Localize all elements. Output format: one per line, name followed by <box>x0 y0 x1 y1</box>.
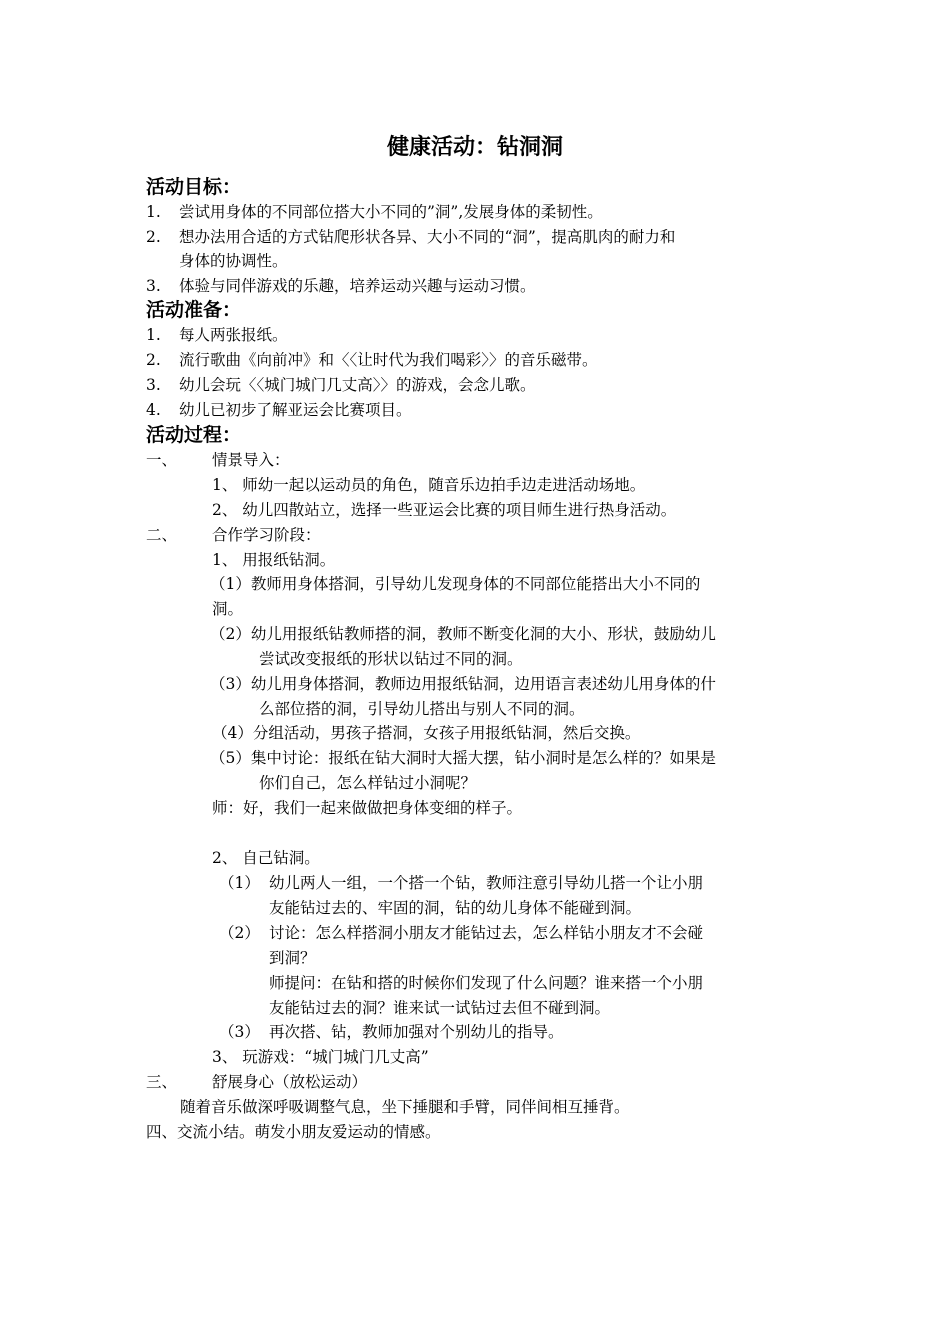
step-text: 讨论：怎么样搭洞小朋友才能钻过去，怎么样钻小朋友才不会碰 <box>269 924 704 942</box>
goal-number: 1. <box>146 203 161 221</box>
item-number: （3） <box>219 1023 260 1041</box>
goal-text: 尝试用身体的不同部位搭大小不同的”洞”,发展身体的柔韧性。 <box>179 203 603 221</box>
step-text: 2、 幼儿四散站立，选择一些亚运会比赛的项目师生进行热身活动。 <box>212 501 677 519</box>
step-text: 到洞？ <box>269 949 316 967</box>
prep-text: 流行歌曲《向前冲》和〈〈让时代为我们喝彩〉〉的音乐磁带。 <box>179 351 598 369</box>
goal-number: 3. <box>146 277 161 295</box>
step-text: 友能钻过去的、牢固的洞，钻的幼儿身体不能碰到洞。 <box>269 899 642 917</box>
step-text: 尝试改变报纸的形状以钻过不同的洞。 <box>259 650 523 668</box>
prep-number: 3. <box>146 376 161 394</box>
prep-number: 2. <box>146 351 161 369</box>
step-text: （2）幼儿用报纸钻教师搭的洞，教师不断变化洞的大小、形状，鼓励幼儿 <box>210 625 716 643</box>
prep-number: 1. <box>146 326 161 344</box>
step-text: （4）分组活动，男孩子搭洞，女孩子用报纸钻洞，然后交换。 <box>212 724 641 742</box>
prep-text: 幼儿会玩〈〈城门城门几丈高〉〉的游戏，会念儿歌。 <box>179 376 536 394</box>
step-text: 随着音乐做深呼吸调整气息，坐下捶腿和手臂，同伴间相互捶背。 <box>180 1098 630 1116</box>
section-number: 一、 <box>146 451 178 469</box>
step-text: 友能钻过去的洞？谁来试一试钻过去但不碰到洞。 <box>269 999 611 1017</box>
goal-text: 体验与同伴游戏的乐趣，培养运动兴趣与运动习惯。 <box>179 277 536 295</box>
prep-heading: 活动准备： <box>146 299 242 321</box>
step-text: 师提问：在钻和搭的时候你们发现了什么问题？谁来搭一个小朋 <box>269 974 704 992</box>
step-text: 3、 玩游戏：“城门城门几丈高” <box>212 1048 429 1066</box>
step-text: 2、 自己钻洞。 <box>212 849 320 867</box>
prep-number: 4. <box>146 401 161 419</box>
step-text: 幼儿两人一组，一个搭一个钻，教师注意引导幼儿搭一个让小朋 <box>269 874 704 892</box>
process-heading: 活动过程： <box>146 424 242 446</box>
step-text: 师：好，我们一起来做做把身体变细的样子。 <box>212 799 523 817</box>
goal-text: 想办法用合适的方式钻爬形状各异、大小不同的“洞”，提高肌肉的耐力和 <box>179 228 676 246</box>
page-title: 健康活动：钻洞洞 <box>386 135 563 160</box>
goal-text: 身体的协调性。 <box>179 252 288 270</box>
section-text: 四、交流小结。萌发小朋友爱运动的情感。 <box>146 1123 441 1141</box>
prep-text: 每人两张报纸。 <box>179 326 288 344</box>
item-number: （1） <box>219 874 260 892</box>
section-title: 情景导入： <box>212 451 290 469</box>
step-text: 洞。 <box>212 600 244 618</box>
goals-heading: 活动目标： <box>146 176 242 198</box>
step-text: 再次搭、钻，教师加强对个别幼儿的指导。 <box>269 1023 564 1041</box>
section-number: 二、 <box>146 526 178 544</box>
section-title: 舒展身心（放松运动） <box>212 1073 368 1091</box>
step-text: 1、 师幼一起以运动员的角色，随音乐边拍手边走进活动场地。 <box>212 476 646 494</box>
step-text: 么部位搭的洞，引导幼儿搭出与别人不同的洞。 <box>259 700 585 718</box>
step-text: 你们自己，怎么样钻过小洞呢？ <box>259 774 477 792</box>
step-text: （3）幼儿用身体搭洞，教师边用报纸钻洞，边用语言表述幼儿用身体的什 <box>210 675 716 693</box>
section-title: 合作学习阶段： <box>212 526 321 544</box>
step-text: （5）集中讨论：报纸在钻大洞时大摇大摆，钻小洞时是怎么样的？如果是 <box>210 749 716 767</box>
step-text: （1）教师用身体搭洞，引导幼儿发现身体的不同部位能搭出大小不同的 <box>210 575 701 593</box>
prep-text: 幼儿已初步了解亚运会比赛项目。 <box>179 401 412 419</box>
item-number: （2） <box>219 924 260 942</box>
goal-number: 2. <box>146 228 161 246</box>
step-text: 1、 用报纸钻洞。 <box>212 551 336 569</box>
section-number: 三、 <box>146 1073 178 1091</box>
